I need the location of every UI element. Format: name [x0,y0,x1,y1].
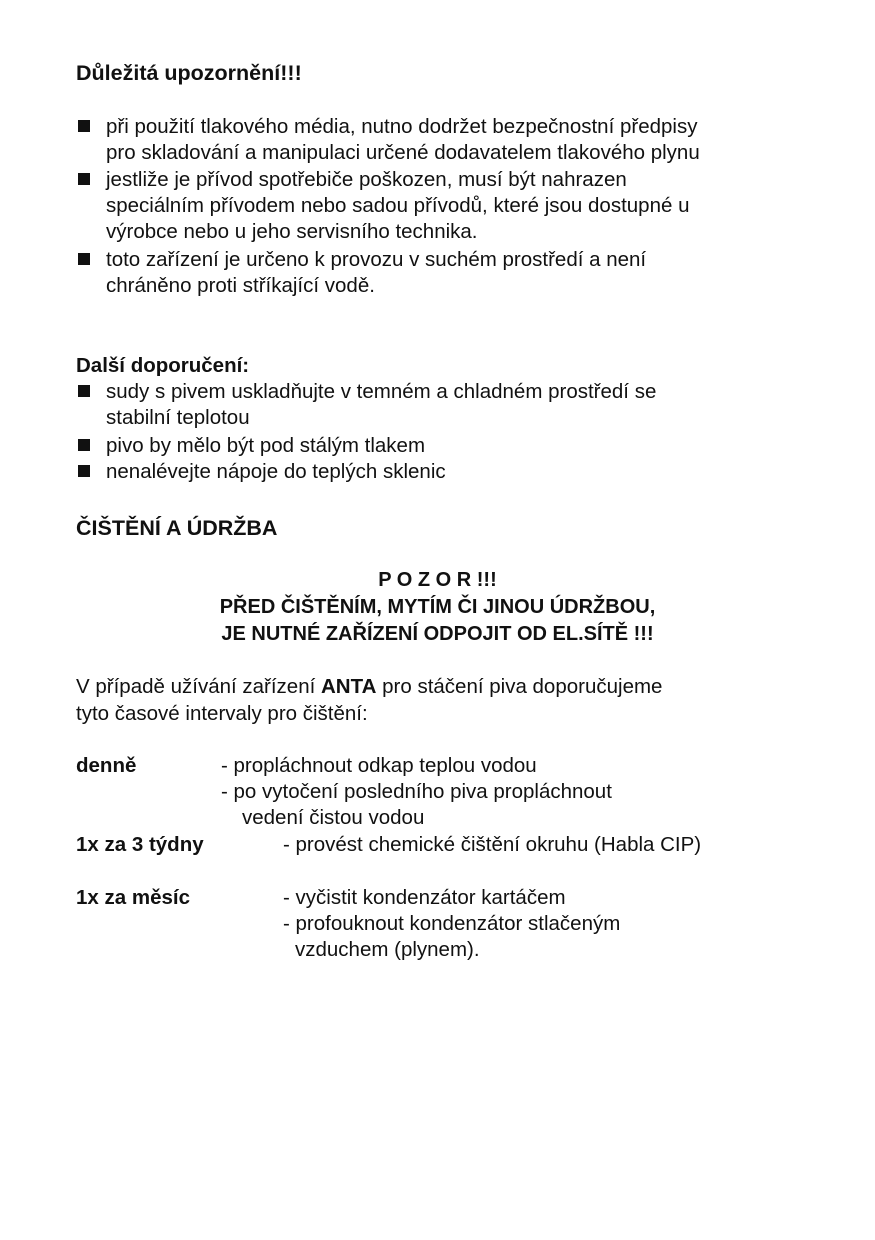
bullet-text: při použití tlakového média, nutno dodržet bezpečnostní předpisy [106,115,698,138]
bullet-text: chráněno proti stříkající vodě. [106,274,375,297]
bullet-text: toto zařízení je určeno k provozu v suchém prostředí a není [106,248,647,271]
warning-line: PŘED ČIŠTĚNÍM, MYTÍM ČI JINOU ÚDRŽBOU, [219,596,656,618]
product-name: ANTA [321,675,377,698]
bullet-text: sudy s pivem uskladňujte v temném a chladném prostředí se [106,380,657,403]
schedule-label-daily: denně [76,754,137,777]
schedule-task: vedení čistou vodou [242,806,425,829]
schedule-task: - provést chemické čištění okruhu (Habla CIP) [283,833,702,856]
warning-line: JE NUTNÉ ZAŘÍZENÍ ODPOJIT OD EL.SÍTĚ !!! [221,623,654,645]
section-title-important: Důležitá upozornění!!! [76,61,302,85]
section-title-cleaning: ČIŠTĚNÍ A ÚDRŽBA [76,516,278,540]
bullet-text: výrobce nebo u jeho servisního technika. [106,220,478,243]
schedule-task: - propláchnout odkap teplou vodou [221,754,537,777]
intro-paragraph-line2: tyto časové intervaly pro čištění: [76,702,368,725]
bullet-square-icon [78,439,90,451]
bullet-text: pro skladování a manipulaci určené dodavatelem tlakového plynu [106,141,700,164]
bullet-square-icon [78,120,90,132]
schedule-task: - vyčistit kondenzátor kartáčem [283,886,566,909]
intro-text: pro stáčení piva doporučujeme [376,675,663,698]
schedule-task: - profouknout kondenzátor stlačeným [283,912,621,935]
bullet-text: nenalévejte nápoje do teplých sklenic [106,460,446,483]
bullet-square-icon [78,385,90,397]
bullet-text: speciálním přívodem nebo sadou přívodů, které jsou dostupné u [106,194,690,217]
schedule-label-monthly: 1x za měsíc [76,886,190,909]
schedule-task: vzduchem (plynem). [295,938,480,961]
warning-line: P O Z O R !!! [378,569,497,591]
bullet-text: pivo by mělo být pod stálým tlakem [106,434,426,457]
section-title-recommendations: Další doporučení: [76,354,250,377]
bullet-square-icon [78,253,90,265]
bullet-text: stabilní teplotou [106,406,250,429]
intro-paragraph [76,674,662,700]
intro-text: V případě užívání zařízení [76,675,321,698]
schedule-task: - po vytočení posledního piva propláchnout [221,780,612,803]
bullet-square-icon [78,173,90,185]
bullet-text: jestliže je přívod spotřebiče poškozen, musí být nahrazen [106,168,627,191]
bullet-square-icon [78,465,90,477]
schedule-label-3weeks: 1x za 3 týdny [76,833,204,856]
